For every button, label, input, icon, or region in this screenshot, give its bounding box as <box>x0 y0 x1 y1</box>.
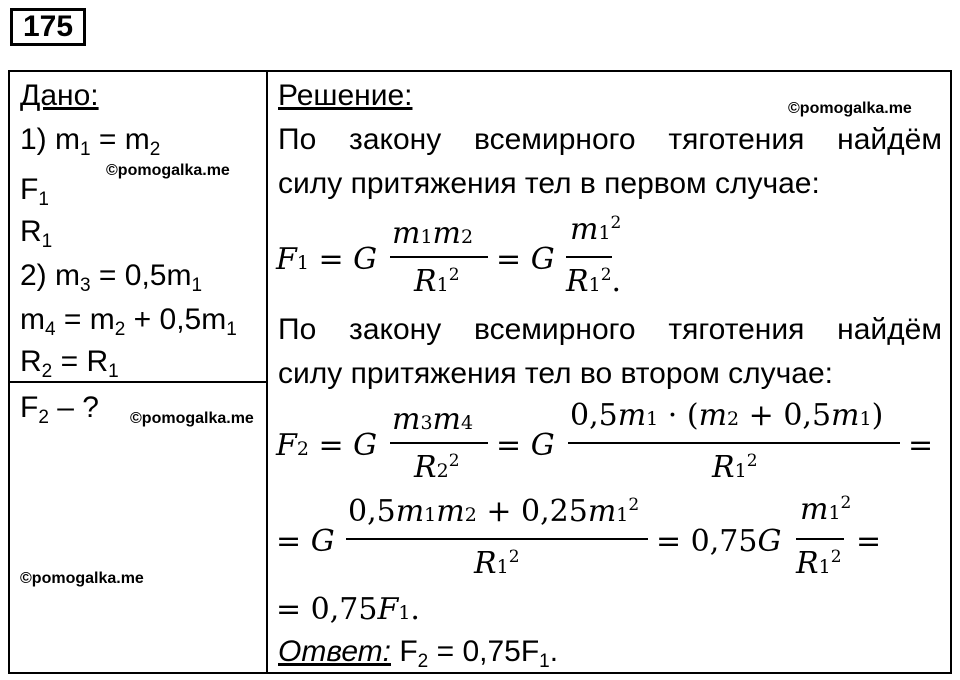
given-line-4: 2) $m_3 = 0,5m_1$ <box>20 259 203 296</box>
watermark: ©pomogalka.me <box>130 410 254 427</box>
watermark: ©pomogalka.me <box>106 162 230 179</box>
find-line: $F_2$ – ? <box>20 391 99 428</box>
given-header: Дано: <box>20 79 99 112</box>
problem-number: 175 <box>10 8 86 46</box>
watermark: ©pomogalka.me <box>20 570 144 587</box>
watermark: ©pomogalka.me <box>788 100 912 117</box>
given-line-6: $R_2 = R_1$ <box>20 345 119 382</box>
answer-line: Ответ: $F_2 = 0,75F_1$. <box>278 635 559 672</box>
column-divider <box>266 72 268 672</box>
given-line-2: $F_1$ <box>20 173 49 210</box>
solution-header: Решение: <box>278 79 413 112</box>
formula-4: = 0,75F1. <box>276 592 420 627</box>
given-line-5: $m_4 = m_2 + 0,5m_1$ <box>20 303 237 340</box>
solution-text-1: По закону всемирного тяготения найдём <box>278 123 942 156</box>
solution-text-4: силу притяжения тел во втором случае: <box>278 357 834 390</box>
solution-text-2: силу притяжения тел в первом случае: <box>278 167 820 200</box>
solution-table: Дано: 1) $m_1 = m_2$ $F_1$ $R_1$ 2) $m_3 = 0,5m_1$ $m_4 = m_2 + 0,5m_1$ $R_2 = R_1$ $F_2$ – ? ©pomogalka.me ©pomogalka.me ©pomogalka.me ©pomogalka.me Решение: По закону всемирного тяготения найдём силу притяжения тел в первом случае: F1 = G m1m2 $R1^2$ = G $m1^2$ $R1^2$. По закону всемирного тяготения найдём силу притяжения тел во втором случае: F2 = G m3m4 $R2^2$ = G 0,5m1 · (m2 + 0,5m1) $R1^2$ = = G $0,5m1m2 + 0,25m1^2$ $R1^2$ = 0,75G $m1^2$ $R1^2$ = = 0,75F1. Ответ: $F_2 = 0,75F_1$. <box>8 70 952 674</box>
given-line-1: 1) $m_1 = m_2$ <box>20 123 161 160</box>
solution-text-3: По закону всемирного тяготения найдём <box>278 313 942 346</box>
given-line-3: $R_1$ <box>20 215 53 252</box>
